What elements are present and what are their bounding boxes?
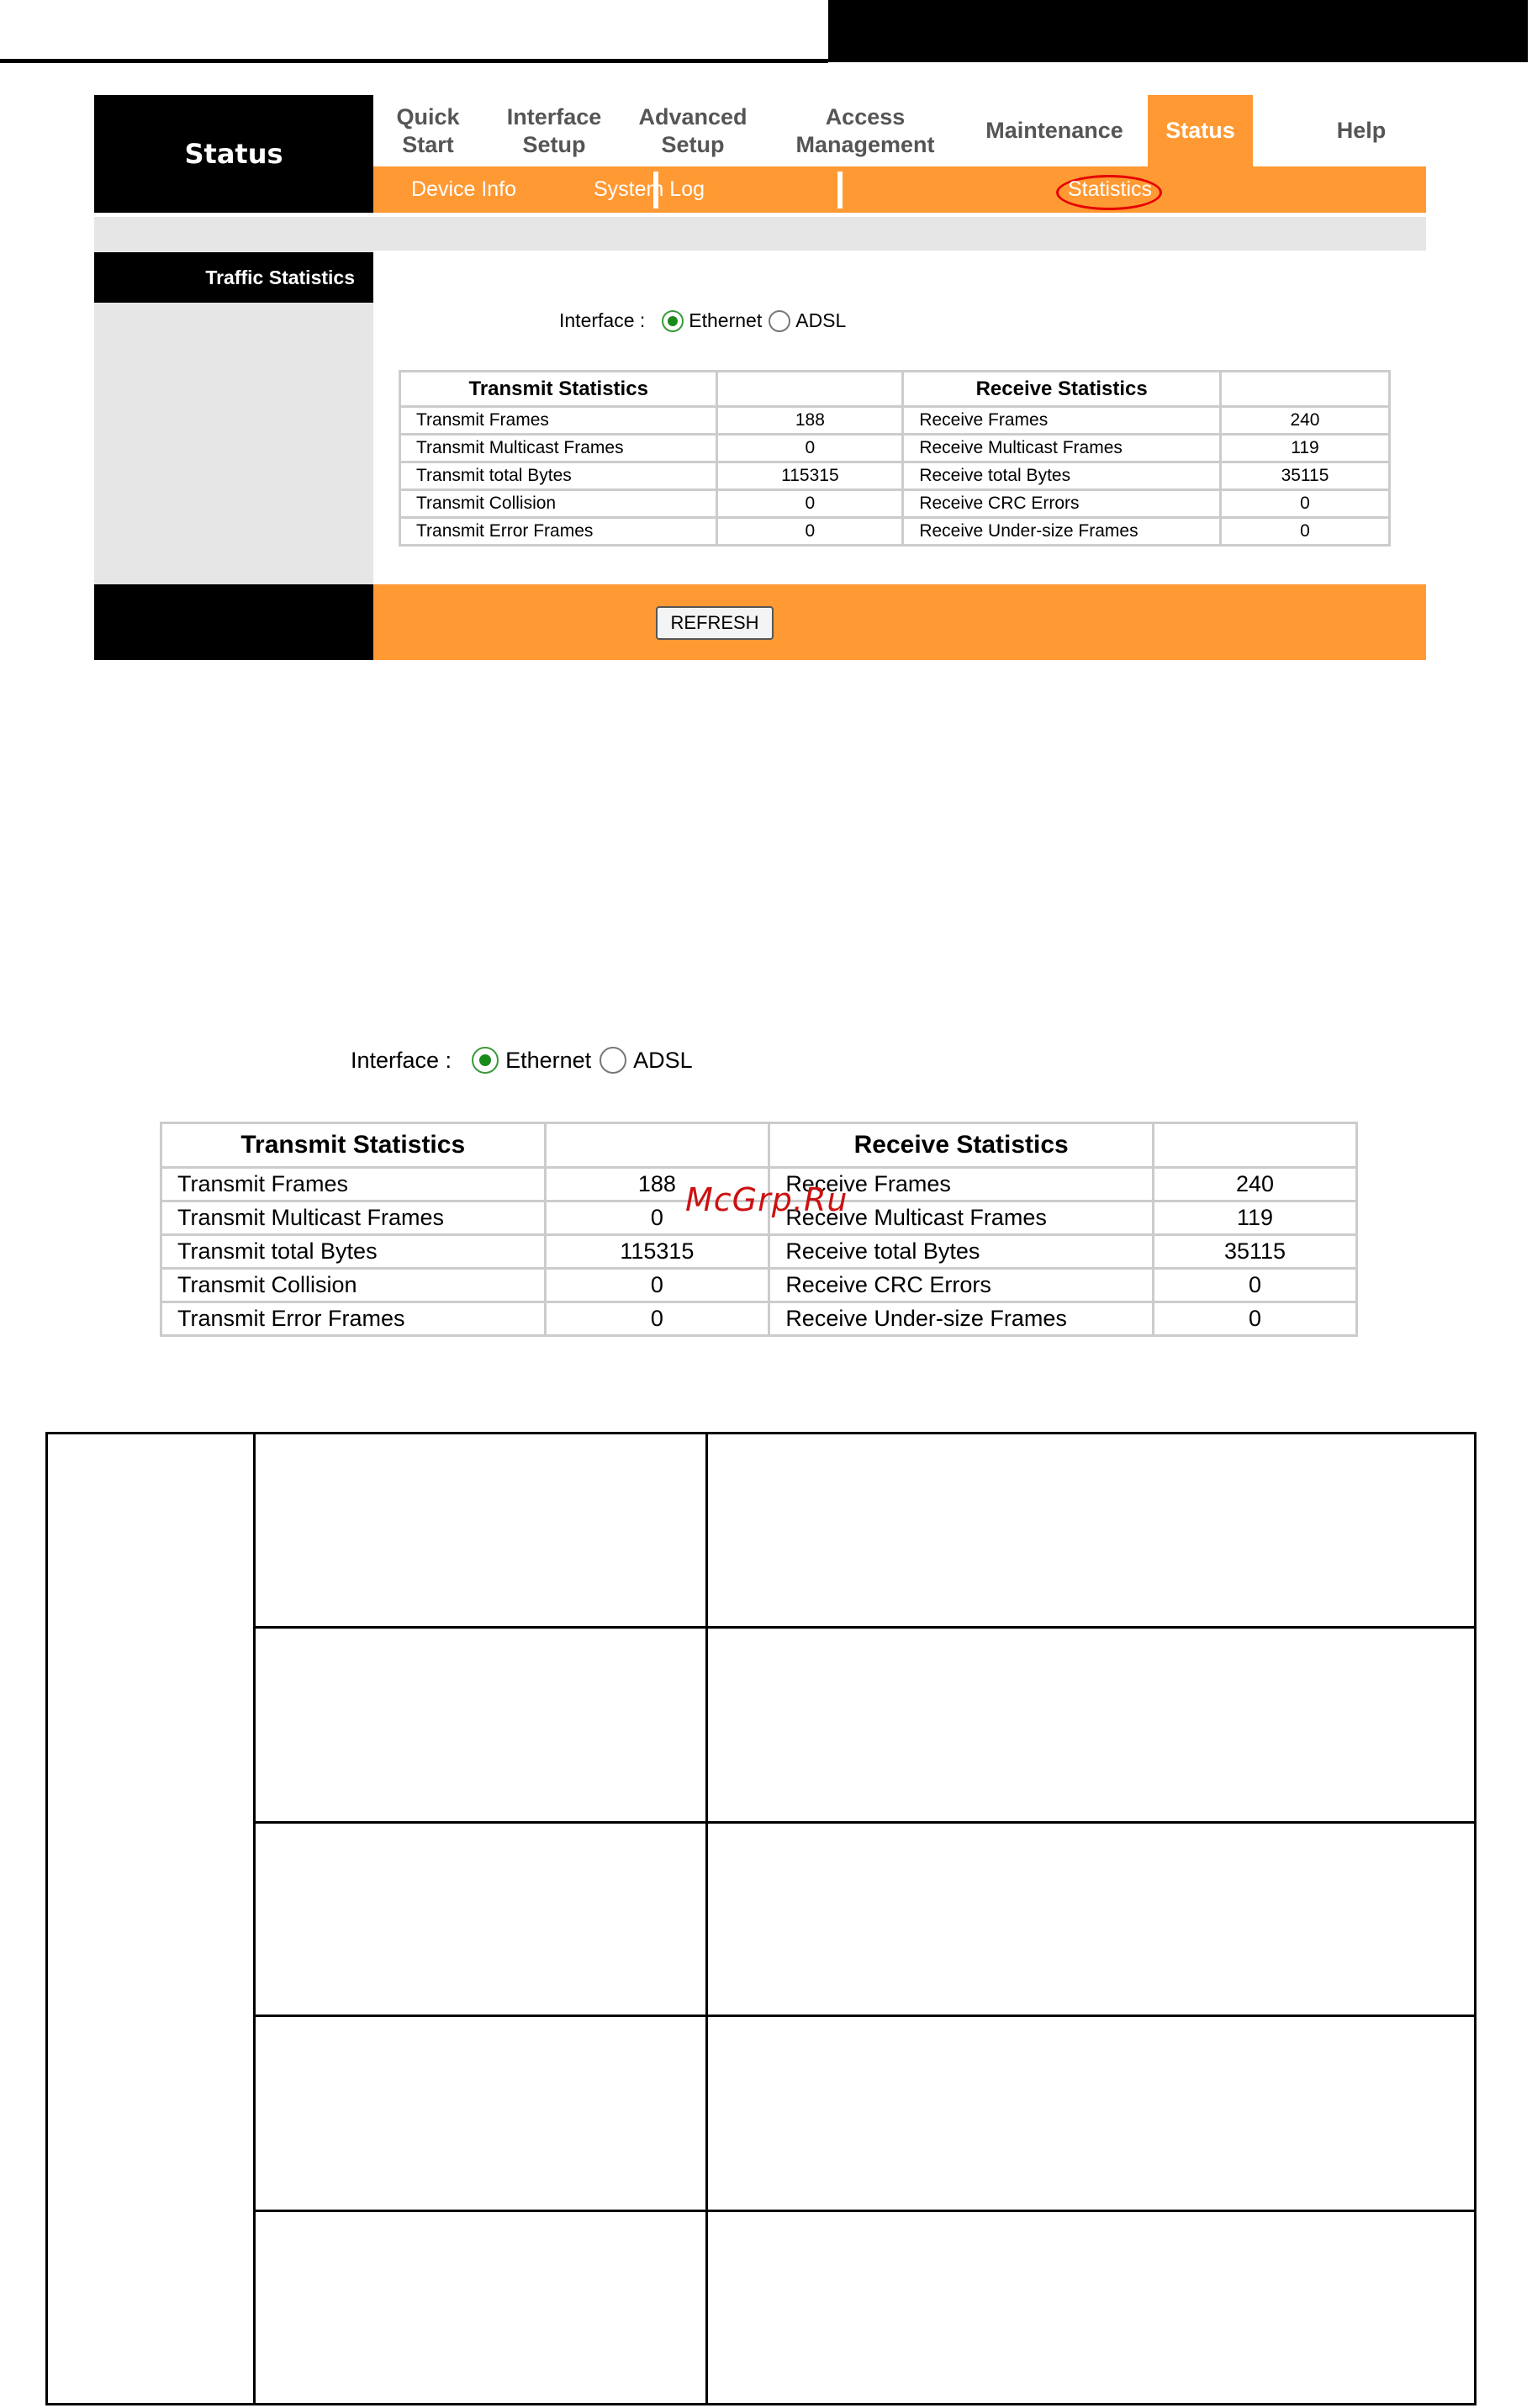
nav-quick-start[interactable]: [373, 95, 483, 166]
transmit-value-cell: 0: [717, 435, 903, 462]
main-nav: [373, 95, 1426, 166]
nav-label: Status: [1165, 118, 1235, 143]
receive-label-cell: Receive total Bytes: [769, 1235, 1154, 1269]
radio-ethernet-label: Ethernet: [689, 309, 763, 331]
receive-label-cell: Receive Multicast Frames: [903, 435, 1221, 462]
receive-value-cell: 240: [1154, 1168, 1357, 1201]
header-black-block: [828, 0, 1528, 62]
table-row: [161, 1235, 1357, 1269]
transmit-value-cell: 0: [717, 490, 903, 518]
receive-value-cell: 0: [1154, 1302, 1357, 1336]
receive-value-cell: 119: [1220, 435, 1389, 462]
table-row-divider: [253, 1821, 1477, 1824]
table-row: [400, 518, 1390, 546]
receive-label-cell: Receive CRC Errors: [903, 490, 1221, 518]
table-header-row: [400, 372, 1390, 407]
watermark-text: McGrp.Ru: [685, 1181, 848, 1218]
transmit-label-cell: Transmit Frames: [400, 407, 717, 435]
subnav-system-log[interactable]: System Log: [594, 177, 705, 201]
transmit-value-cell: 0: [545, 1302, 769, 1336]
transmit-value-cell: 0: [545, 1269, 769, 1302]
receive-label-cell: Receive total Bytes: [903, 462, 1221, 490]
radio-selected-dot: [668, 316, 678, 326]
receive-label-cell: Receive Multicast Frames: [769, 1201, 1154, 1235]
interface-label: Interface :: [351, 1047, 452, 1073]
nav-interface-setup[interactable]: [487, 95, 621, 166]
table-row: [161, 1269, 1357, 1302]
receive-label-cell: Receive Under-size Frames: [769, 1302, 1154, 1336]
router-status-screenshot: [94, 95, 1426, 660]
transmit-value-cell: 115315: [717, 462, 903, 490]
refresh-button[interactable]: REFRESH: [656, 606, 774, 640]
nav-help[interactable]: [1307, 95, 1416, 166]
header-transmit: Transmit Statistics: [400, 372, 717, 407]
transmit-label-cell: Transmit Error Frames: [161, 1302, 546, 1336]
table-row: [400, 435, 1390, 462]
radio-adsl[interactable]: [769, 310, 790, 332]
footer-black: [94, 584, 373, 660]
subnav-statistics[interactable]: Statistics: [1068, 177, 1153, 201]
nav-maintenance[interactable]: [966, 95, 1143, 166]
receive-label-cell: Receive Under-size Frames: [903, 518, 1221, 546]
table-column-divider: [253, 1434, 256, 2403]
header-blank: [545, 1123, 769, 1168]
receive-value-cell: 240: [1220, 407, 1389, 435]
table-row-divider: [253, 1626, 1477, 1629]
section-label: Traffic Statistics: [94, 252, 373, 303]
transmit-label-cell: Transmit Error Frames: [400, 518, 717, 546]
transmit-label-cell: Transmit total Bytes: [161, 1235, 546, 1269]
table-row-divider: [253, 2015, 1477, 2017]
transmit-label-cell: Transmit Multicast Frames: [400, 435, 717, 462]
header-receive: Receive Statistics: [769, 1123, 1154, 1168]
page-title: Status: [184, 138, 283, 170]
zoomed-traffic-stats-table: [160, 1122, 1358, 1337]
receive-value-cell: 0: [1220, 518, 1389, 546]
header-blank: [1154, 1123, 1357, 1168]
transmit-value-cell: 188: [545, 1168, 769, 1201]
footer-bar: [373, 584, 1426, 660]
table-body: [400, 407, 1390, 546]
transmit-value-cell: 0: [545, 1201, 769, 1235]
radio-selected-dot: [479, 1054, 491, 1066]
zoomed-interface-selector: [351, 1047, 693, 1074]
subnav-divider: [837, 172, 843, 209]
nav-label: Maintenance: [985, 118, 1123, 143]
nav-label: Quick Start: [396, 103, 460, 157]
nav-status[interactable]: [1148, 95, 1253, 166]
receive-value-cell: 0: [1220, 490, 1389, 518]
nav-advanced-setup[interactable]: [626, 95, 760, 166]
table-row: [400, 462, 1390, 490]
header-blank: [1220, 372, 1389, 407]
header-transmit: Transmit Statistics: [161, 1123, 546, 1168]
radio-ethernet-label: Ethernet: [505, 1047, 592, 1073]
traffic-stats-table: [399, 370, 1391, 547]
nav-label: Advanced Setup: [638, 103, 748, 157]
header-rule: [0, 59, 828, 63]
transmit-value-cell: 0: [717, 518, 903, 546]
divider-strip: [94, 217, 1426, 251]
subnav-device-info[interactable]: Device Info: [411, 177, 517, 201]
transmit-label-cell: Transmit total Bytes: [400, 462, 717, 490]
table-header-row: [161, 1123, 1357, 1168]
radio-adsl[interactable]: [600, 1047, 626, 1074]
nav-label: Interface Setup: [506, 103, 602, 157]
description-table: [45, 1432, 1477, 2405]
transmit-label-cell: Transmit Multicast Frames: [161, 1201, 546, 1235]
table-row: [400, 490, 1390, 518]
radio-adsl-label: ADSL: [795, 309, 847, 331]
transmit-value-cell: 188: [717, 407, 903, 435]
receive-label-cell: Receive Frames: [769, 1168, 1154, 1201]
nav-label: Access Management: [795, 103, 935, 157]
nav-label: Help: [1336, 118, 1387, 143]
transmit-value-cell: 115315: [545, 1235, 769, 1269]
radio-ethernet[interactable]: [472, 1047, 499, 1074]
header-receive: Receive Statistics: [903, 372, 1221, 407]
table-row-divider: [253, 2210, 1477, 2212]
header-blank: [717, 372, 903, 407]
receive-label-cell: Receive Frames: [903, 407, 1221, 435]
nav-access-management[interactable]: [777, 95, 954, 166]
receive-label-cell: Receive CRC Errors: [769, 1269, 1154, 1302]
radio-adsl-label: ADSL: [633, 1047, 693, 1073]
interface-label: Interface :: [559, 309, 646, 331]
receive-value-cell: 35115: [1154, 1235, 1357, 1269]
receive-value-cell: 0: [1154, 1269, 1357, 1302]
receive-value-cell: 119: [1154, 1201, 1357, 1235]
radio-ethernet[interactable]: [662, 310, 684, 332]
receive-value-cell: 35115: [1220, 462, 1389, 490]
sub-nav: [373, 166, 1426, 213]
interface-selector: [559, 309, 846, 332]
table-row: [400, 407, 1390, 435]
transmit-label-cell: Transmit Frames: [161, 1168, 546, 1201]
table-column-divider: [705, 1434, 708, 2403]
transmit-label-cell: Transmit Collision: [161, 1269, 546, 1302]
transmit-label-cell: Transmit Collision: [400, 490, 717, 518]
table-row: [161, 1302, 1357, 1336]
